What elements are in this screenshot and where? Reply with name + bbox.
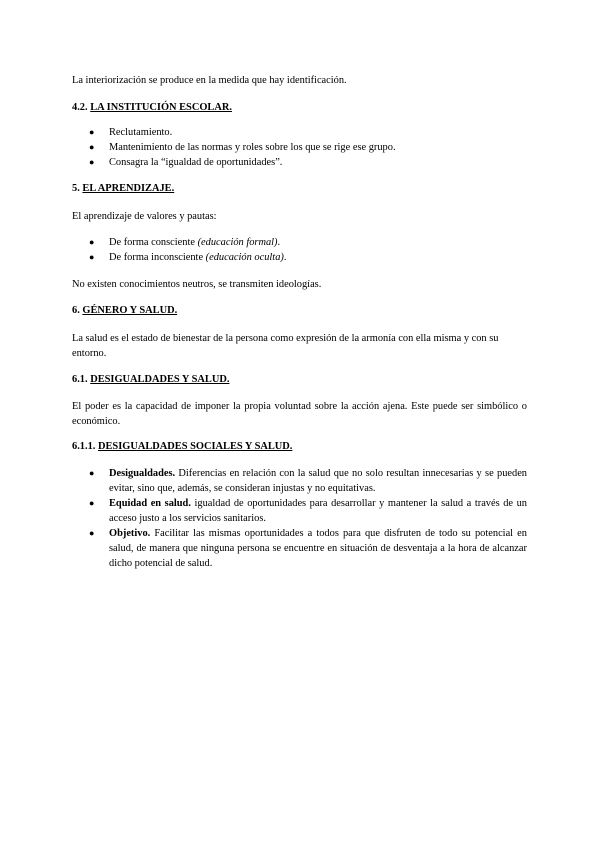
heading-6-1-number: 6.1. (72, 374, 88, 385)
bullet-icon: ● (89, 237, 95, 247)
heading-6-1-1-number: 6.1.1. (72, 441, 96, 452)
section-6-1-paragraph: El poder es la capacidad de imponer la propia voluntad sobre la acción ajena. Este puede ser simbólico o económico. (72, 401, 527, 427)
heading-6-title: GÉNERO Y SALUD. (82, 305, 178, 316)
list-4-2 (72, 125, 527, 170)
bullet-icon: ● (89, 127, 95, 137)
heading-6 (72, 304, 177, 318)
list-item: ● De forma inconsciente (educación oculta). (89, 252, 287, 263)
bullet-icon: ● (89, 498, 95, 508)
list-item: ● Reclutamiento. (89, 127, 173, 138)
list-6-1-1 (72, 466, 527, 571)
heading-5-number: 5. (72, 183, 80, 194)
list-item: ● Objetivo. Facilitar las mismas oportunidades a todos para que disfruten de todo su potencial en salud, de manera que ninguna persona se encuentre en situación de desventaja a la hora de alcanzar dicho potencial de salud. (89, 528, 527, 569)
bullet-icon: ● (89, 157, 95, 167)
heading-4-2-number: 4.2. (72, 102, 88, 113)
section-6-paragraph: La salud es el estado de bienestar de la persona como expresión de la armonía con ella misma y con su entorno. (72, 333, 499, 359)
list-item: ● Equidad en salud. igualdad de oportunidades para desarrollar y mantener la salud a través de un acceso justo a los servicios sanitarios. (89, 498, 527, 524)
list-5 (72, 235, 527, 265)
heading-5-title: EL APRENDIZAJE. (82, 183, 175, 194)
heading-4-2 (72, 101, 232, 115)
heading-6-number: 6. (72, 305, 80, 316)
list-item: ● Mantenimiento de las normas y roles sobre los que se rige ese grupo. (89, 142, 396, 153)
bullet-icon: ● (89, 142, 95, 152)
heading-6-1 (72, 373, 229, 387)
bullet-icon: ● (89, 468, 95, 478)
bullet-icon: ● (89, 528, 95, 538)
list-item: ● Consagra la “igualdad de oportunidades”. (89, 157, 283, 168)
heading-6-1-1-title: DESIGUALDADES SOCIALES Y SALUD. (98, 441, 293, 452)
intro-paragraph: La interiorización se produce en la medida que hay identificación. (72, 75, 347, 86)
section-5-intro: El aprendizaje de valores y pautas: (72, 211, 217, 222)
heading-6-1-1 (72, 440, 292, 454)
heading-5 (72, 182, 174, 196)
bullet-icon: ● (89, 252, 95, 262)
list-item: ● Desigualdades. Diferencias en relación con la salud que no solo resultan innecesarias y se pueden evitar, sino que, además, se consideran injustas y no equitativas. (89, 468, 527, 494)
section-5-outro: No existen conocimientos neutros, se transmiten ideologías. (72, 279, 322, 290)
heading-6-1-title: DESIGUALDADES Y SALUD. (90, 374, 230, 385)
heading-4-2-title: LA INSTITUCIÓN ESCOLAR. (90, 102, 232, 113)
list-item: ● De forma consciente (educación formal). (89, 237, 281, 248)
